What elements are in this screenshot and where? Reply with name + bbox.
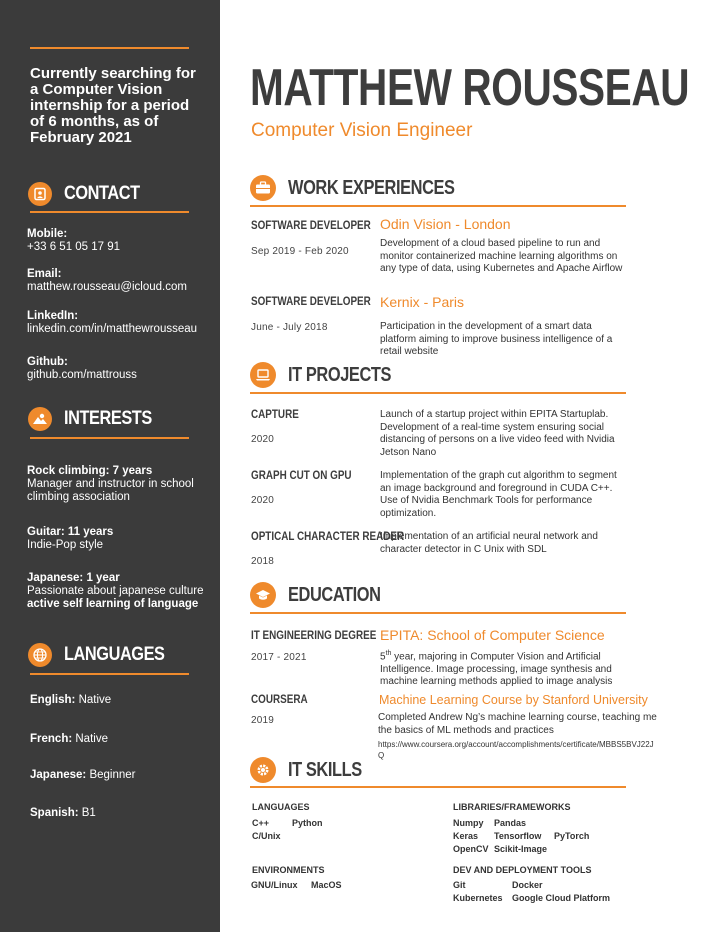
work-company: Odin Vision - London xyxy=(380,216,511,232)
contact-email-label: Email: xyxy=(27,268,62,280)
language-french-label: French: xyxy=(30,733,73,745)
skill-item: MacOS xyxy=(311,880,342,890)
skills-environments-heading: ENVIRONMENTS xyxy=(252,865,325,875)
skills-section-header xyxy=(250,757,378,783)
skills-title: IT SKILLS xyxy=(288,758,362,781)
languages-divider xyxy=(30,673,189,675)
project-name: GRAPH CUT ON GPU xyxy=(251,470,352,482)
candidate-name: MATTHEW ROUSSEAU xyxy=(250,59,690,117)
contact-email xyxy=(27,268,212,294)
skill-item: Google Cloud Platform xyxy=(512,893,610,903)
education-title: EDUCATION xyxy=(288,583,381,606)
skills-divider xyxy=(250,786,626,788)
certificate-link[interactable]: https://www.coursera.org/account/accomplishments/certificate/MBBS5BVJ22JQ xyxy=(378,740,654,760)
contact-mobile-value[interactable]: +33 6 51 05 17 91 xyxy=(27,241,121,253)
skill-item: Numpy xyxy=(453,818,484,828)
mountain-sun-icon xyxy=(28,407,52,431)
interest-japanese-label: Japanese: 1 year xyxy=(27,572,120,584)
work-section-header xyxy=(250,175,491,201)
sidebar-top-divider xyxy=(30,47,189,49)
skill-item: OpenCV xyxy=(453,844,489,854)
interest-rock-climbing-label: Rock climbing: 7 years xyxy=(27,465,153,477)
contact-github-label: Github: xyxy=(27,356,68,368)
contact-title: CONTACT xyxy=(64,183,140,204)
contact-github xyxy=(27,356,212,382)
work-title: WORK EXPERIENCES xyxy=(288,176,455,199)
skill-item: Keras xyxy=(453,831,479,841)
project-name: OPTICAL CHARACTER READER xyxy=(251,531,405,543)
work-position: SOFTWARE DEVELOPER xyxy=(251,296,371,308)
education-section-header xyxy=(250,582,401,608)
language-english-level: Native xyxy=(78,694,112,706)
interests-title: INTERESTS xyxy=(64,408,152,429)
interest-guitar xyxy=(27,526,212,552)
education-dates: 2019 xyxy=(251,715,275,726)
work-description: Participation in the development of a smart data platform aiming to improve business intelligence of a retail website xyxy=(380,321,613,357)
skill-item: C++ xyxy=(252,818,270,828)
language-english xyxy=(30,694,111,706)
education-description xyxy=(380,648,628,689)
graduation-cap-icon xyxy=(250,582,276,608)
work-dates: June - July 2018 xyxy=(251,322,328,333)
contact-mobile-label: Mobile: xyxy=(27,228,68,240)
skills-languages-heading: LANGUAGES xyxy=(252,802,310,812)
languages-section-header xyxy=(28,643,181,667)
language-french-level: Native xyxy=(75,733,108,745)
language-japanese xyxy=(30,769,136,781)
project-year: 2018 xyxy=(251,556,275,567)
project-year: 2020 xyxy=(251,495,275,506)
project-description: Implementation of the graph cut algorithm to segment an image background and foreground in CUDA C++. Use of Nvidia Benchmark Tools for performance optimization. xyxy=(380,470,617,519)
language-spanish xyxy=(30,807,96,819)
contact-github-value[interactable]: github.com/mattrouss xyxy=(27,369,137,381)
skills-libraries-heading: LIBRARIES/FRAMEWORKS xyxy=(453,802,571,812)
candidate-role: Computer Vision Engineer xyxy=(251,120,473,141)
contact-email-value[interactable]: matthew.rousseau@icloud.com xyxy=(27,281,187,293)
interest-guitar-label: Guitar: 11 years xyxy=(27,526,114,538)
language-english-label: English: xyxy=(30,694,76,706)
interest-guitar-detail: Indie-Pop style xyxy=(27,539,104,551)
education-description: Completed Andrew Ng’s machine learning course, teaching me the basics of ML methods and practices xyxy=(378,712,657,736)
globe-icon xyxy=(28,643,52,667)
skill-item: Kubernetes xyxy=(453,893,503,903)
availability-tagline: Currently searching for a Computer Vision internship for a period of 6 months, as of February 2021 xyxy=(30,65,196,146)
contact-mobile xyxy=(27,228,212,254)
skill-item: Scikit-Image xyxy=(494,844,548,854)
interests-divider xyxy=(30,437,189,439)
education-degree: COURSERA xyxy=(251,694,308,706)
education-year-number: 5 xyxy=(380,651,386,663)
languages-title: LANGUAGES xyxy=(64,644,165,665)
contact-linkedin-value[interactable]: linkedin.com/in/matthewrousseau xyxy=(27,323,198,335)
sidebar xyxy=(0,0,220,932)
skills-devops-heading: DEV AND DEPLOYMENT TOOLS xyxy=(453,865,592,875)
projects-divider xyxy=(250,392,626,394)
skill-item: Python xyxy=(292,818,323,828)
education-year-suffix: th xyxy=(385,650,392,657)
interest-japanese xyxy=(27,572,212,611)
project-description: Launch of a startup project within EPITA Startuplab. Development of a real-time system ensuring social distancing of persons on a live video feed with Nvidia Jetson Nano xyxy=(380,409,615,458)
skill-item: Git xyxy=(453,880,466,890)
interest-rock-climbing-detail: Manager and instructor in school climbing association xyxy=(27,478,194,503)
work-description: Development of a cloud based pipeline to run and monitor containerized machine learning algorithms on any type of data, using Kubernetes and Apache Airflow xyxy=(380,238,623,274)
interest-japanese-detail: Passionate about japanese culture xyxy=(27,585,204,597)
education-dates: 2017 - 2021 xyxy=(251,652,307,663)
contact-linkedin xyxy=(27,310,212,336)
laptop-icon xyxy=(250,362,276,388)
language-french xyxy=(30,733,108,745)
contact-icon xyxy=(28,182,52,206)
education-description-text: year, majoring in Computer Vision and Artificial Intelligence. Image processing, image synthesis and machine learning methods applied to image analysis xyxy=(380,651,613,688)
interest-rock-climbing xyxy=(27,465,212,504)
education-divider xyxy=(250,612,626,614)
skill-item: Tensorflow xyxy=(494,831,542,841)
skill-item: Pandas xyxy=(494,818,527,828)
language-japanese-label: Japanese: xyxy=(30,769,87,781)
projects-section-header xyxy=(250,362,414,388)
interest-japanese-bold-detail: active self learning of language xyxy=(27,598,199,610)
contact-linkedin-label: LinkedIn: xyxy=(27,310,79,322)
contact-divider xyxy=(30,211,189,213)
skill-item: Docker xyxy=(512,880,543,890)
project-description: Implementation of an artificial neural network and character detector in C Unix with SDL xyxy=(380,531,598,555)
interests-section-header xyxy=(28,407,166,431)
gear-icon xyxy=(250,757,276,783)
skill-item: C/Unix xyxy=(252,831,281,841)
projects-title: IT PROJECTS xyxy=(288,363,392,386)
education-school: Machine Learning Course by Stanford University xyxy=(379,693,648,707)
work-dates: Sep 2019 - Feb 2020 xyxy=(251,246,349,257)
language-japanese-level: Beginner xyxy=(89,769,136,781)
work-divider xyxy=(250,205,626,207)
project-year: 2020 xyxy=(251,434,275,445)
skill-item: GNU/Linux xyxy=(251,880,298,890)
language-spanish-level: B1 xyxy=(81,807,96,819)
work-company: Kernix - Paris xyxy=(380,294,465,310)
project-name: CAPTURE xyxy=(251,409,299,421)
work-position: SOFTWARE DEVELOPER xyxy=(251,220,371,232)
education-degree: IT ENGINEERING DEGREE xyxy=(251,630,377,642)
contact-section-header xyxy=(28,182,152,206)
skill-item: PyTorch xyxy=(554,831,590,841)
briefcase-icon xyxy=(250,175,276,201)
education-school: EPITA: School of Computer Science xyxy=(380,627,605,643)
language-spanish-label: Spanish: xyxy=(30,807,79,819)
